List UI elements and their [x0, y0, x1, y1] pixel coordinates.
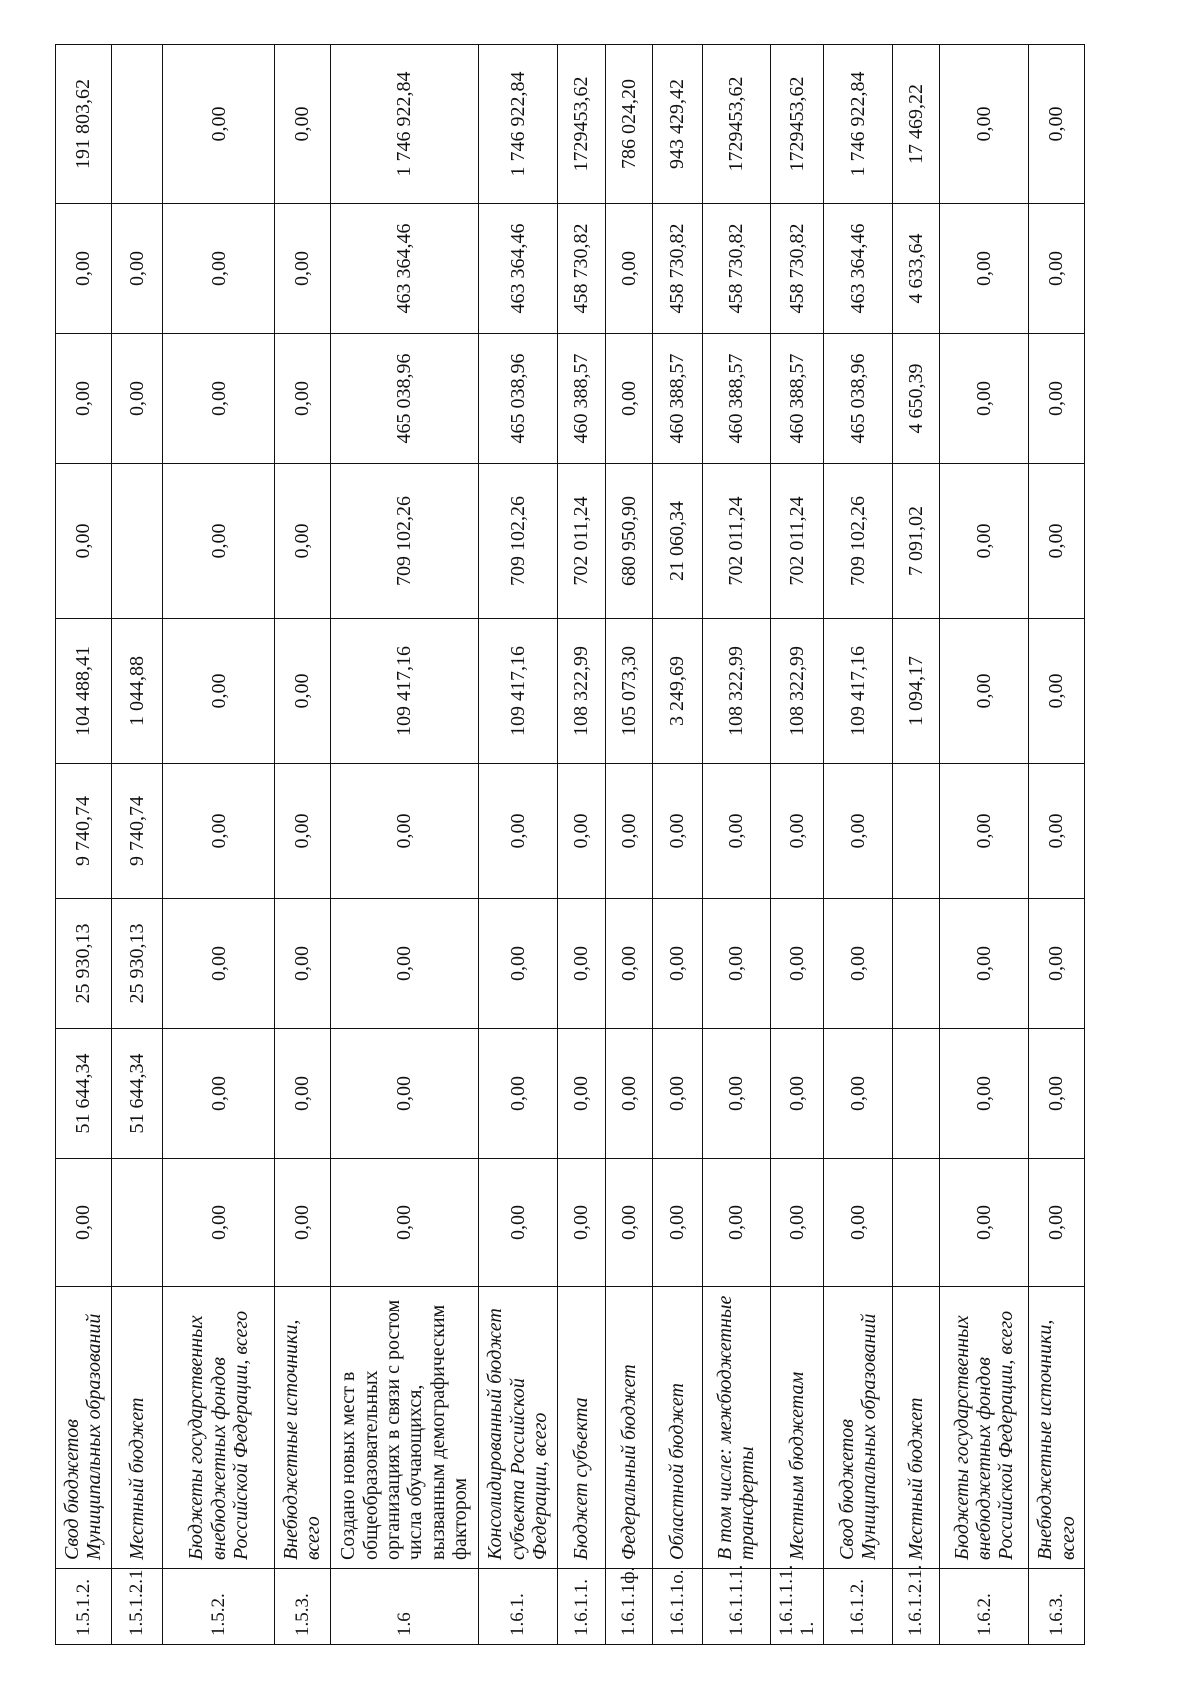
row-name: Внебюджетные источники, всего — [1029, 1287, 1085, 1569]
row-value: 4 633,64 — [892, 204, 940, 334]
row-value: 0,00 — [1029, 334, 1085, 464]
row-value: 1729453,62 — [557, 45, 605, 204]
row-name: Свод бюджетов Муниципальных образований — [824, 1287, 892, 1569]
row-value: 702 011,24 — [557, 464, 605, 619]
row-value: 0,00 — [557, 899, 605, 1029]
row-value: 109 417,16 — [479, 619, 558, 764]
row-value: 0,00 — [56, 334, 112, 464]
row-value: 709 102,26 — [479, 464, 558, 619]
row-value: 51 644,34 — [56, 1029, 112, 1159]
row-code: 1.6.1.1ф. — [605, 1569, 653, 1645]
row-value: 104 488,41 — [56, 619, 112, 764]
row-value: 943 429,42 — [653, 45, 703, 204]
row-value: 0,00 — [1029, 899, 1085, 1029]
table-row — [56, 45, 112, 1645]
row-code: 1.5.1.2.1 — [111, 1569, 163, 1645]
table-row — [163, 45, 275, 1645]
row-code: 1.5.2. — [163, 1569, 275, 1645]
table-body — [56, 45, 1085, 1645]
row-code: 1.5.3. — [275, 1569, 331, 1645]
row-code: 1.6.1.2.1. — [892, 1569, 940, 1645]
row-value: 1 746 922,84 — [330, 45, 478, 204]
row-value — [892, 1159, 940, 1287]
row-value: 458 730,82 — [702, 204, 770, 334]
row-value: 0,00 — [557, 1159, 605, 1287]
row-value: 9 740,74 — [56, 764, 112, 899]
row-value: 0,00 — [275, 464, 331, 619]
row-value: 0,00 — [557, 1029, 605, 1159]
row-value: 0,00 — [702, 1029, 770, 1159]
row-value: 460 388,57 — [653, 334, 703, 464]
row-value: 0,00 — [275, 1159, 331, 1287]
row-code: 1.6.3. — [1029, 1569, 1085, 1645]
row-value: 465 038,96 — [330, 334, 478, 464]
table-row — [702, 45, 770, 1645]
row-value: 0,00 — [275, 1029, 331, 1159]
row-value: 0,00 — [771, 1159, 824, 1287]
row-value: 191 803,62 — [56, 45, 112, 204]
row-value: 0,00 — [605, 334, 653, 464]
row-value: 702 011,24 — [702, 464, 770, 619]
row-value: 0,00 — [1029, 464, 1085, 619]
row-value — [111, 464, 163, 619]
row-value: 0,00 — [1029, 619, 1085, 764]
row-value: 0,00 — [56, 1159, 112, 1287]
row-value: 0,00 — [163, 764, 275, 899]
row-value: 702 011,24 — [771, 464, 824, 619]
row-value: 0,00 — [330, 1029, 478, 1159]
row-value: 0,00 — [1029, 45, 1085, 204]
row-value: 1 044,88 — [111, 619, 163, 764]
row-value: 465 038,96 — [824, 334, 892, 464]
table-row — [653, 45, 703, 1645]
table-row — [1029, 45, 1085, 1645]
row-value: 0,00 — [479, 1159, 558, 1287]
row-name: Бюджет субъекта — [557, 1287, 605, 1569]
row-value: 1729453,62 — [771, 45, 824, 204]
row-name: Консолидированный бюджет субъекта Российской Федерации, всего — [479, 1287, 558, 1569]
row-value: 458 730,82 — [653, 204, 703, 334]
row-value: 463 364,46 — [824, 204, 892, 334]
row-value: 0,00 — [702, 899, 770, 1029]
row-value: 0,00 — [330, 1159, 478, 1287]
row-name: Местный бюджет — [892, 1287, 940, 1569]
row-value — [111, 45, 163, 204]
row-value: 0,00 — [702, 764, 770, 899]
row-name: Бюджеты государственных внебюджетных фондов Российской Федерации, всего — [940, 1287, 1029, 1569]
row-value: 21 060,34 — [653, 464, 703, 619]
row-value: 0,00 — [1029, 1159, 1085, 1287]
row-value: 0,00 — [163, 464, 275, 619]
row-code: 1.6.1.1. — [557, 1569, 605, 1645]
row-value: 0,00 — [605, 204, 653, 334]
table-row — [892, 45, 940, 1645]
row-value: 0,00 — [163, 1159, 275, 1287]
row-value: 0,00 — [771, 899, 824, 1029]
row-value: 0,00 — [163, 619, 275, 764]
row-value: 0,00 — [824, 899, 892, 1029]
row-value: 25 930,13 — [111, 899, 163, 1029]
row-value: 460 388,57 — [702, 334, 770, 464]
budget-table — [55, 44, 1085, 1645]
row-value: 0,00 — [605, 899, 653, 1029]
row-value: 0,00 — [940, 1029, 1029, 1159]
row-value: 0,00 — [1029, 764, 1085, 899]
row-value: 3 249,69 — [653, 619, 703, 764]
row-code: 1.6.1.1о. — [653, 1569, 703, 1645]
row-value: 1 746 922,84 — [479, 45, 558, 204]
row-value: 51 644,34 — [111, 1029, 163, 1159]
row-value: 0,00 — [557, 764, 605, 899]
row-value: 0,00 — [163, 334, 275, 464]
row-value: 17 469,22 — [892, 45, 940, 204]
row-value: 0,00 — [940, 334, 1029, 464]
row-value: 109 417,16 — [330, 619, 478, 764]
row-value: 0,00 — [275, 45, 331, 204]
row-value: 0,00 — [940, 204, 1029, 334]
row-value: 709 102,26 — [330, 464, 478, 619]
row-name: Свод бюджетов Муниципальных образований — [56, 1287, 112, 1569]
row-value: 0,00 — [771, 764, 824, 899]
row-value: 465 038,96 — [479, 334, 558, 464]
row-value: 0,00 — [330, 899, 478, 1029]
row-value: 680 950,90 — [605, 464, 653, 619]
row-name: Федеральный бюджет — [605, 1287, 653, 1569]
row-value — [892, 1029, 940, 1159]
row-code: 1.6.1.2. — [824, 1569, 892, 1645]
table-row — [940, 45, 1029, 1645]
table-row — [605, 45, 653, 1645]
table-row — [275, 45, 331, 1645]
row-value: 0,00 — [940, 764, 1029, 899]
row-name: В том числе: межбюджетные трансферты — [702, 1287, 770, 1569]
row-value: 0,00 — [163, 899, 275, 1029]
row-value: 0,00 — [940, 45, 1029, 204]
row-value: 0,00 — [940, 1159, 1029, 1287]
row-value: 105 073,30 — [605, 619, 653, 764]
row-value: 0,00 — [330, 764, 478, 899]
row-code: 1.6.1.1.1. — [702, 1569, 770, 1645]
row-value — [892, 764, 940, 899]
row-code: 1.5.1.2. — [56, 1569, 112, 1645]
row-value: 0,00 — [1029, 1029, 1085, 1159]
row-value: 0,00 — [111, 204, 163, 334]
row-value: 0,00 — [111, 334, 163, 464]
row-value: 0,00 — [653, 764, 703, 899]
row-value: 0,00 — [479, 899, 558, 1029]
row-value: 0,00 — [275, 764, 331, 899]
row-code: 1.6.1.1.1. 1. — [771, 1569, 824, 1645]
row-name: Бюджеты государственных внебюджетных фондов Российской Федерации, всего — [163, 1287, 275, 1569]
row-value: 0,00 — [605, 764, 653, 899]
table-row — [557, 45, 605, 1645]
row-value: 1 094,17 — [892, 619, 940, 764]
row-value: 0,00 — [940, 619, 1029, 764]
row-value: 0,00 — [771, 1029, 824, 1159]
row-value: 0,00 — [824, 764, 892, 899]
row-value: 7 091,02 — [892, 464, 940, 619]
row-value: 709 102,26 — [824, 464, 892, 619]
row-value: 108 322,99 — [771, 619, 824, 764]
row-value: 0,00 — [653, 1029, 703, 1159]
table-row — [479, 45, 558, 1645]
row-value: 25 930,13 — [56, 899, 112, 1029]
row-code: 1.6.1. — [479, 1569, 558, 1645]
row-name: Внебюджетные источники, всего — [275, 1287, 331, 1569]
table-row — [111, 45, 163, 1645]
row-value: 0,00 — [479, 1029, 558, 1159]
row-value: 0,00 — [56, 204, 112, 334]
row-value: 9 740,74 — [111, 764, 163, 899]
row-value: 460 388,57 — [557, 334, 605, 464]
row-value: 108 322,99 — [557, 619, 605, 764]
row-value: 1 746 922,84 — [824, 45, 892, 204]
row-value: 0,00 — [653, 899, 703, 1029]
rotated-page — [55, 45, 1085, 1645]
row-value: 0,00 — [605, 1159, 653, 1287]
row-value: 0,00 — [275, 204, 331, 334]
row-value: 0,00 — [275, 619, 331, 764]
row-value: 0,00 — [824, 1029, 892, 1159]
row-value: 0,00 — [653, 1159, 703, 1287]
row-value: 0,00 — [163, 45, 275, 204]
row-code: 1.6 — [330, 1569, 478, 1645]
row-value: 0,00 — [163, 1029, 275, 1159]
row-value: 0,00 — [1029, 204, 1085, 334]
row-value: 0,00 — [479, 764, 558, 899]
row-value: 458 730,82 — [771, 204, 824, 334]
table-row — [330, 45, 478, 1645]
row-value: 0,00 — [702, 1159, 770, 1287]
row-value: 460 388,57 — [771, 334, 824, 464]
row-name: Создано новых мест в общеобразовательных организациях в связи с ростом числа обучающихся, вызванным демографическим фактором — [330, 1287, 478, 1569]
row-name: Местным бюджетам — [771, 1287, 824, 1569]
row-value: 0,00 — [605, 1029, 653, 1159]
row-value: 0,00 — [163, 204, 275, 334]
row-value: 786 024,20 — [605, 45, 653, 204]
row-value: 1729453,62 — [702, 45, 770, 204]
row-value: 4 650,39 — [892, 334, 940, 464]
row-value: 0,00 — [940, 899, 1029, 1029]
row-name: Местный бюджет — [111, 1287, 163, 1569]
row-value: 463 364,46 — [330, 204, 478, 334]
row-value — [111, 1159, 163, 1287]
table-row — [771, 45, 824, 1645]
row-value — [892, 899, 940, 1029]
row-value: 0,00 — [824, 1159, 892, 1287]
row-value: 458 730,82 — [557, 204, 605, 334]
row-value: 108 322,99 — [702, 619, 770, 764]
row-value: 0,00 — [940, 464, 1029, 619]
row-code: 1.6.2. — [940, 1569, 1029, 1645]
row-value: 463 364,46 — [479, 204, 558, 334]
row-value: 0,00 — [56, 464, 112, 619]
row-name: Областной бюджет — [653, 1287, 703, 1569]
table-row — [824, 45, 892, 1645]
row-value: 0,00 — [275, 899, 331, 1029]
row-value: 0,00 — [275, 334, 331, 464]
row-value: 109 417,16 — [824, 619, 892, 764]
